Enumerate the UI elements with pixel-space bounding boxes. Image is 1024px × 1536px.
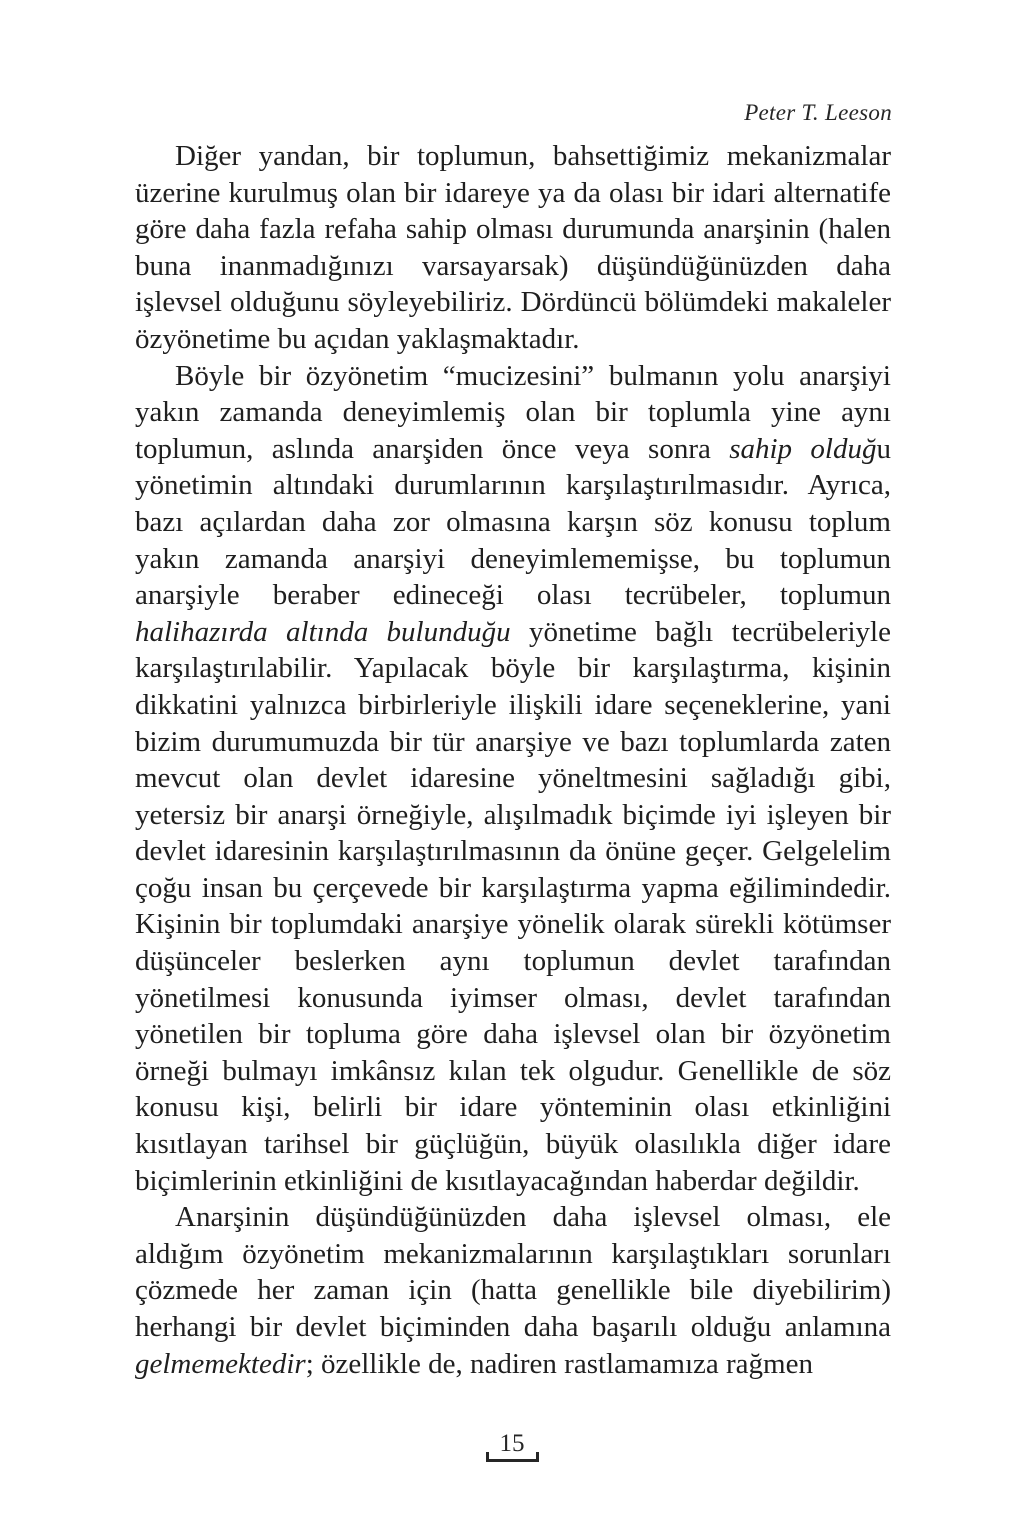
paragraph-2-text-c: yönetime bağlı tecrübeleriyle karşılaştırılabilir. Yapılacak böyle bir karşılaştırma, kişinin dikkatini yalnızca birbirleriyle ilişkili idare seçeneklerine, yani bizim durumumuzda bir tür anarşiye ve bazı toplumlarda zaten mevcut olan devlet idaresine yöneltmesini sağladığı gibi, yetersiz bir anarşi örneğiyle, alışılmadık biçimde iyi işleyen bir devlet idaresinin karşılaştırılmasının da önüne geçer. Gelgelelim çoğu insan bu çerçevede bir karşılaştırma yapma eğilimindedir. Kişinin bir toplumdaki anarşiye yönelik olarak sürekli kötümser düşünceler beslerken aynı toplumun devlet tarafından yönetilmesi konusunda iyimser olması, devlet tarafından yönetilen bir topluma göre daha işlevsel olan bir özyönetim örneği bulmayı imkânsız kılan tek olgudur. Genellikle de söz konusu kişi, belirli bir idare yönteminin olası etkinliğini kısıtlayan tarihsel bir güçlüğün, büyük olasılıkla diğer idare biçimlerinin etkinliğini de kısıtlayacağından haberdar değildir. [135, 615, 891, 1197]
paragraph-2 [135, 358, 891, 1200]
running-header-author: Peter T. Leeson [744, 100, 892, 125]
paragraph-1 [135, 138, 891, 358]
page-number-rule [486, 1459, 539, 1462]
paragraph-2-text-b: u yönetimin altındaki durumlarının karşılaştırılmasıdır. Ayrıca, bazı açılardan daha zor olmasına karşın söz konusu toplum yakın zamanda anarşiyi deneyimlememişse, bu toplumun anarşiyle beraber edineceği olası tecrübeler, toplumun [135, 432, 891, 612]
paragraph-1-text: Diğer yandan, bir toplumun, bahsettiğimiz mekanizmalar üzerine kurulmuş olan bir idareye ya da olası bir idari alternatife göre daha fazla refaha sahip olması durumunda anarşinin (halen buna inanmadığınızı varsayarsak) düşündüğünüzden daha işlevsel olduğunu söyleyebiliriz. Dördüncü bölümdeki makaleler özyönetime bu açıdan yaklaşmaktadır. [135, 140, 891, 355]
paragraph-2-text-a: Böyle bir özyönetim “mucizesini” bulmanın yolu anarşiyi yakın zamanda deneyimlemiş olan bir toplumla yine aynı toplumun, aslında anarşiden önce veya sonra [135, 359, 891, 465]
page-footer [0, 1430, 1024, 1462]
paragraph-3-text-a: Anarşinin düşündüğünüzden daha işlevsel olması, ele aldığım özyönetim mekanizmalarının karşılaştıkları sorunları çözmede her zaman için (hatta genellikle bile diyebilirim) herhangi bir devlet biçiminden daha başarılı olduğu anlamına [135, 1201, 891, 1343]
paragraph-3-italic-a: gelmemektedir [135, 1347, 306, 1380]
paragraph-3-text-b: ; özellikle de, nadiren rastlamamıza rağmen [305, 1347, 813, 1380]
paragraph-2-italic-a: sahip olduğ [729, 432, 877, 465]
paragraph-2-italic-b: halihazırda altında bulunduğu [135, 615, 511, 648]
page-number-box [486, 1430, 539, 1462]
body-text [135, 138, 891, 1382]
paragraph-3 [135, 1199, 891, 1382]
page-number: 15 [499, 1430, 525, 1457]
